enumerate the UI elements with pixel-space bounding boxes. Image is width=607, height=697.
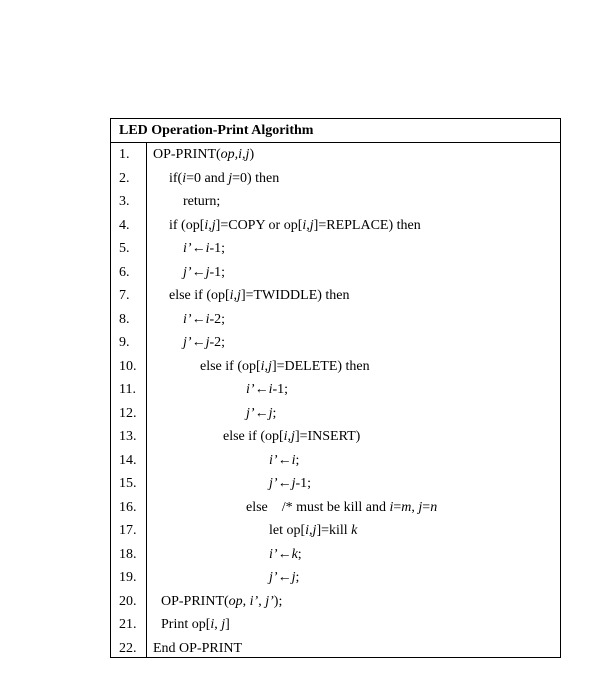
code-text: OP-PRINT( (161, 593, 229, 609)
code-text: , (411, 499, 419, 515)
code-line (146, 284, 560, 308)
code-text: else if (op[ (169, 288, 230, 303)
code-variable: i,j (283, 429, 295, 444)
code-variable: j (291, 570, 296, 585)
line-number: 15. (119, 476, 137, 491)
code-line (146, 543, 560, 567)
code-variable: j’ (265, 593, 274, 609)
code-line (146, 590, 560, 614)
code-variable: i (389, 499, 394, 515)
algorithm-box (110, 118, 561, 658)
code-text: Print op[ (161, 617, 211, 632)
line-number: 18. (119, 546, 137, 562)
code-variable: j (205, 335, 210, 350)
code-variable: k (351, 523, 358, 538)
code-variable: i’ (269, 546, 278, 562)
code-line (146, 519, 560, 543)
code-text: -2; (209, 335, 226, 350)
code-line (146, 261, 560, 285)
line-number: 2. (119, 170, 130, 186)
line-number: 8. (119, 311, 130, 327)
code-text: ; (295, 570, 300, 585)
code-variable: k (291, 546, 298, 562)
code-variable: i,j (305, 523, 317, 538)
code-text: ; (297, 546, 302, 562)
code-text: ← (191, 264, 206, 280)
code-text: =0 and (186, 170, 229, 186)
code-text: ← (191, 311, 206, 327)
algorithm-body (111, 143, 560, 658)
code-line (146, 425, 560, 449)
code-text: -1; (209, 264, 226, 280)
code-line (146, 496, 560, 520)
code-variable: j’ (246, 405, 255, 421)
code-text: ← (277, 452, 292, 468)
code-line (146, 214, 560, 238)
line-number: 20. (119, 593, 137, 609)
code-variable: i (291, 452, 296, 468)
line-number: 14. (119, 452, 137, 468)
code-text: ← (277, 570, 292, 585)
code-line (146, 167, 560, 191)
code-line (146, 613, 560, 637)
code-variable: j (221, 617, 226, 632)
code-text: -1; (295, 476, 312, 491)
line-number: 7. (119, 288, 130, 303)
line-number: 11. (119, 382, 136, 397)
code-text: = (422, 499, 431, 515)
line-number-column (111, 143, 147, 658)
code-variable: m (401, 499, 412, 515)
line-number: 22. (119, 640, 137, 656)
code-variable: j (291, 476, 296, 491)
code-text: ]=TWIDDLE) then (240, 288, 350, 303)
code-text: ; (295, 452, 300, 468)
code-text: , (258, 593, 266, 609)
code-variable: j’ (269, 570, 278, 585)
code-variable: i’ (269, 452, 278, 468)
code-column (146, 143, 560, 658)
code-text: ] (225, 617, 230, 632)
code-variable: i (268, 382, 273, 397)
line-number: 9. (119, 335, 130, 350)
code-variable: i’ (183, 311, 192, 327)
code-line (146, 449, 560, 473)
code-variable: j (268, 405, 273, 421)
code-text: ← (191, 241, 206, 256)
code-text: =0) then (232, 170, 280, 186)
line-number: 21. (119, 617, 137, 632)
line-number: 19. (119, 570, 137, 585)
line-number: 6. (119, 264, 130, 280)
code-variable: i’ (183, 241, 192, 256)
code-text: = (393, 499, 402, 515)
code-text: ; (272, 405, 277, 421)
code-text: ) (249, 147, 255, 162)
code-variable: n (430, 499, 438, 515)
code-line (146, 566, 560, 590)
code-text: ← (191, 335, 206, 350)
code-line (146, 378, 560, 402)
line-number: 17. (119, 523, 137, 538)
code-variable: i’ (246, 382, 255, 397)
code-text: return; (183, 194, 221, 209)
code-text: if (op[ (169, 217, 205, 233)
code-variable: i (205, 311, 210, 327)
code-text: -2; (209, 311, 226, 327)
code-line (146, 331, 560, 355)
code-text: -1; (272, 382, 289, 397)
code-line (146, 308, 560, 332)
code-variable: i,j (260, 358, 272, 374)
line-number: 10. (119, 358, 137, 374)
code-line (146, 402, 560, 426)
code-line (146, 472, 560, 496)
code-variable: i,j (204, 217, 216, 233)
code-variable: j (418, 499, 423, 515)
code-variable: i’ (249, 593, 259, 609)
code-text: ← (254, 405, 269, 421)
code-line (146, 143, 560, 167)
code-line (146, 637, 560, 661)
code-text: ]=kill (316, 523, 352, 538)
line-number: 13. (119, 429, 137, 444)
code-variable: j’ (183, 335, 192, 350)
code-variable: op (228, 593, 243, 609)
code-text: OP-PRINT( (153, 147, 221, 162)
code-text: else /* must be kill and (246, 499, 390, 515)
code-line (146, 355, 560, 379)
code-variable: i,j (302, 217, 314, 233)
code-variable: j (205, 264, 210, 280)
code-variable: j’ (269, 476, 278, 491)
code-text: ← (277, 476, 292, 491)
code-text: ); (273, 593, 283, 609)
code-text: let op[ (269, 523, 306, 538)
line-number: 16. (119, 499, 137, 515)
code-variable: op,i,j (220, 147, 250, 162)
code-variable: j (228, 170, 233, 186)
code-variable: i (182, 170, 187, 186)
code-variable: j’ (183, 264, 192, 280)
code-text: ]=COPY or op[ (215, 217, 303, 233)
line-number: 3. (119, 194, 130, 209)
code-text: ]=DELETE) then (271, 358, 370, 374)
code-variable: i (210, 617, 215, 632)
line-number: 1. (119, 147, 130, 162)
code-variable: i,j (229, 288, 241, 303)
line-number: 12. (119, 405, 137, 421)
code-text: ← (254, 382, 269, 397)
code-text: else if (op[ (200, 358, 261, 374)
code-text: ]=INSERT) (294, 429, 361, 444)
line-number: 4. (119, 217, 130, 233)
code-text: , (214, 617, 222, 632)
code-text: , (242, 593, 250, 609)
code-text: if( (169, 170, 183, 186)
code-text: else if (op[ (223, 429, 284, 444)
code-line (146, 190, 560, 214)
code-variable: i (205, 241, 210, 256)
code-text: ← (277, 546, 292, 562)
code-text: ]=REPLACE) then (313, 217, 421, 233)
code-text: -1; (209, 241, 226, 256)
code-line (146, 237, 560, 261)
line-number: 5. (119, 241, 130, 256)
code-text: End OP-PRINT (153, 640, 243, 656)
algorithm-title: LED Operation-Print Algorithm (111, 119, 560, 143)
